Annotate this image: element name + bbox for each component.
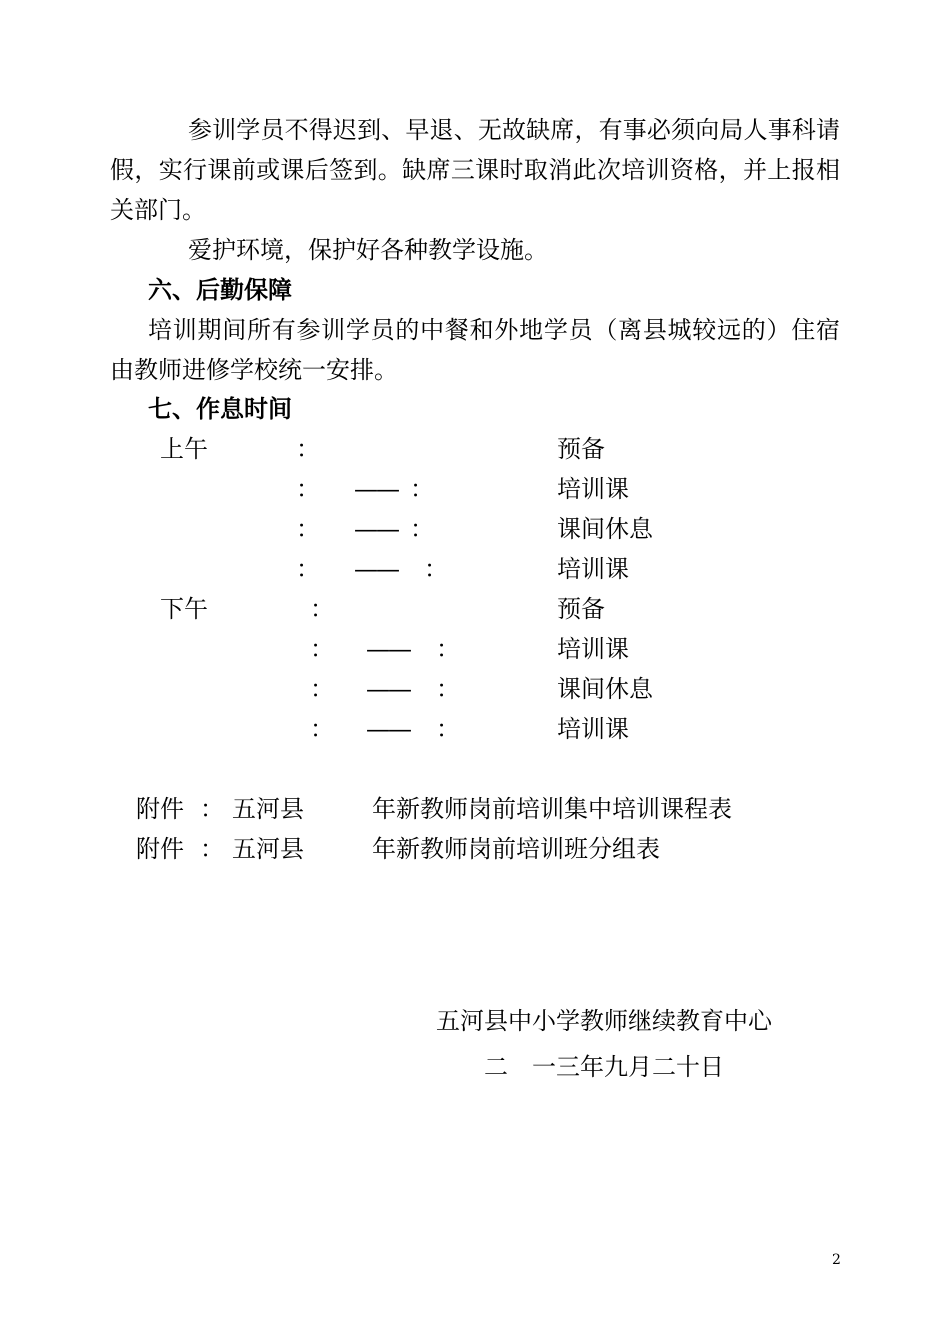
schedule-activity: 培训课: [557, 555, 629, 583]
section-6-body: 培训期间所有参训学员的中餐和外地学员（离县城较远的）住宿由教师进修学校统一安排。: [110, 316, 840, 384]
section-7-heading: 七、作息时间: [148, 395, 292, 423]
attachment-label: 附件: [136, 835, 184, 863]
schedule-dash: ——: [354, 555, 398, 583]
attachment-label: 附件: [136, 795, 184, 823]
signature-organization: 五河县中小学教师继续教育中心: [436, 1007, 772, 1035]
attachment-colon: ：: [200, 835, 224, 863]
schedule-colon: ：: [310, 675, 334, 703]
schedule-colon: ：: [436, 675, 460, 703]
schedule-activity: 预备: [557, 435, 605, 463]
attachment-county: 五河县: [232, 795, 304, 823]
afternoon-label: 下午: [160, 595, 208, 623]
signature-date: 二 一三年九月二十日: [484, 1053, 724, 1081]
schedule-colon: ：: [310, 715, 334, 743]
schedule-colon: ：: [310, 635, 334, 663]
morning-label: 上午: [160, 435, 208, 463]
schedule-colon: ：: [410, 475, 434, 503]
schedule-colon: ：: [296, 475, 320, 503]
attachment-title: 年新教师岗前培训集中培训课程表: [372, 795, 732, 823]
attachment-title: 年新教师岗前培训班分组表: [372, 835, 660, 863]
schedule-colon: ：: [436, 635, 460, 663]
schedule-dash: ——: [354, 475, 398, 503]
schedule-activity: 预备: [557, 595, 605, 623]
schedule-activity: 培训课: [557, 715, 629, 743]
attachment-colon: ：: [200, 795, 224, 823]
schedule-dash: ——: [366, 635, 410, 663]
schedule-dash: ——: [354, 515, 398, 543]
section-6-heading: 六、后勤保障: [148, 276, 292, 304]
schedule-colon: ：: [410, 515, 434, 543]
schedule-colon: ：: [296, 515, 320, 543]
schedule-dash: ——: [366, 715, 410, 743]
schedule-colon: ：: [424, 555, 448, 583]
rules-paragraph-2: 爱护环境，保护好各种教学设施。: [188, 236, 548, 264]
rules-paragraph-1: 参训学员不得迟到、早退、无故缺席，有事必须向局人事科请假，实行课前或课后签到。缺席三课时取消此次培训资格，并上报相关部门。: [110, 116, 840, 224]
schedule-colon: ：: [296, 555, 320, 583]
schedule-colon: ：: [436, 715, 460, 743]
schedule-dash: ——: [366, 675, 410, 703]
schedule-activity: 课间休息: [557, 675, 653, 703]
attachment-county: 五河县: [232, 835, 304, 863]
page-number: 2: [832, 1252, 841, 1268]
schedule-colon: ：: [296, 435, 320, 463]
schedule-activity: 培训课: [557, 635, 629, 663]
schedule-colon: ：: [310, 595, 334, 623]
schedule-activity: 培训课: [557, 475, 629, 503]
schedule-activity: 课间休息: [557, 515, 653, 543]
